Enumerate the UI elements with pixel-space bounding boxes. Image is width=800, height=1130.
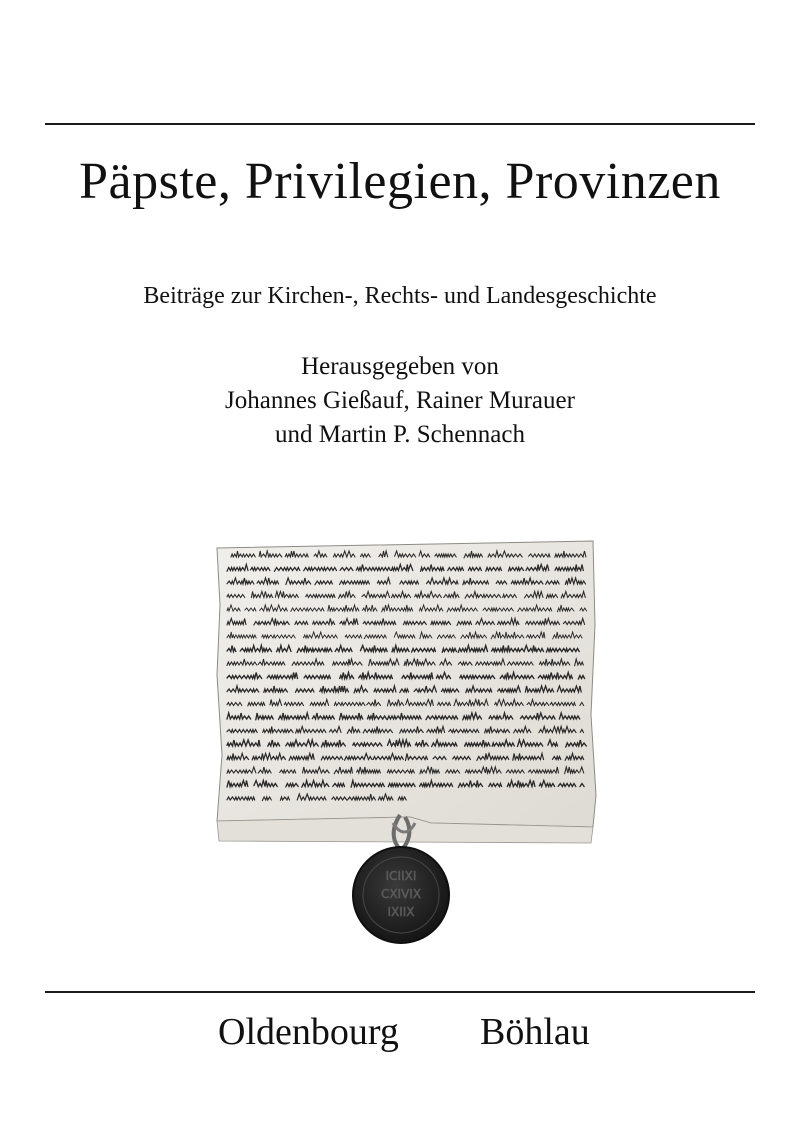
top-rule: [45, 123, 755, 125]
book-title: Päpste, Privilegien, Provinzen: [79, 153, 721, 210]
publishers: [0, 1008, 800, 1058]
publisher-boehlau: Böhlau: [480, 1011, 590, 1053]
editors-names-line2: und Martin P. Schennach: [275, 421, 525, 448]
charter-image: [195, 505, 610, 975]
book-subtitle: Beiträge zur Kirchen-, Rechts- und Landesgeschichte: [143, 283, 657, 309]
svg-text:ⅠⅭⅠⅠⅩⅠ: ⅠⅭⅠⅠⅩⅠ: [385, 869, 417, 883]
editors-names-line1: Johannes Gießauf, Rainer Murauer: [225, 387, 575, 414]
svg-text:ⅭⅩⅠⅤⅠⅩ: ⅭⅩⅠⅤⅠⅩ: [380, 887, 422, 901]
publisher-oldenbourg: Oldenbourg: [218, 1011, 399, 1053]
svg-text:ⅠⅩⅠⅠⅩ: ⅠⅩⅠⅠⅩ: [387, 905, 415, 919]
medieval-charter-with-seal-image: [195, 505, 610, 975]
bottom-rule: [45, 991, 755, 993]
editors-block: [0, 350, 800, 452]
editors-intro: Herausgegeben von: [301, 353, 499, 380]
